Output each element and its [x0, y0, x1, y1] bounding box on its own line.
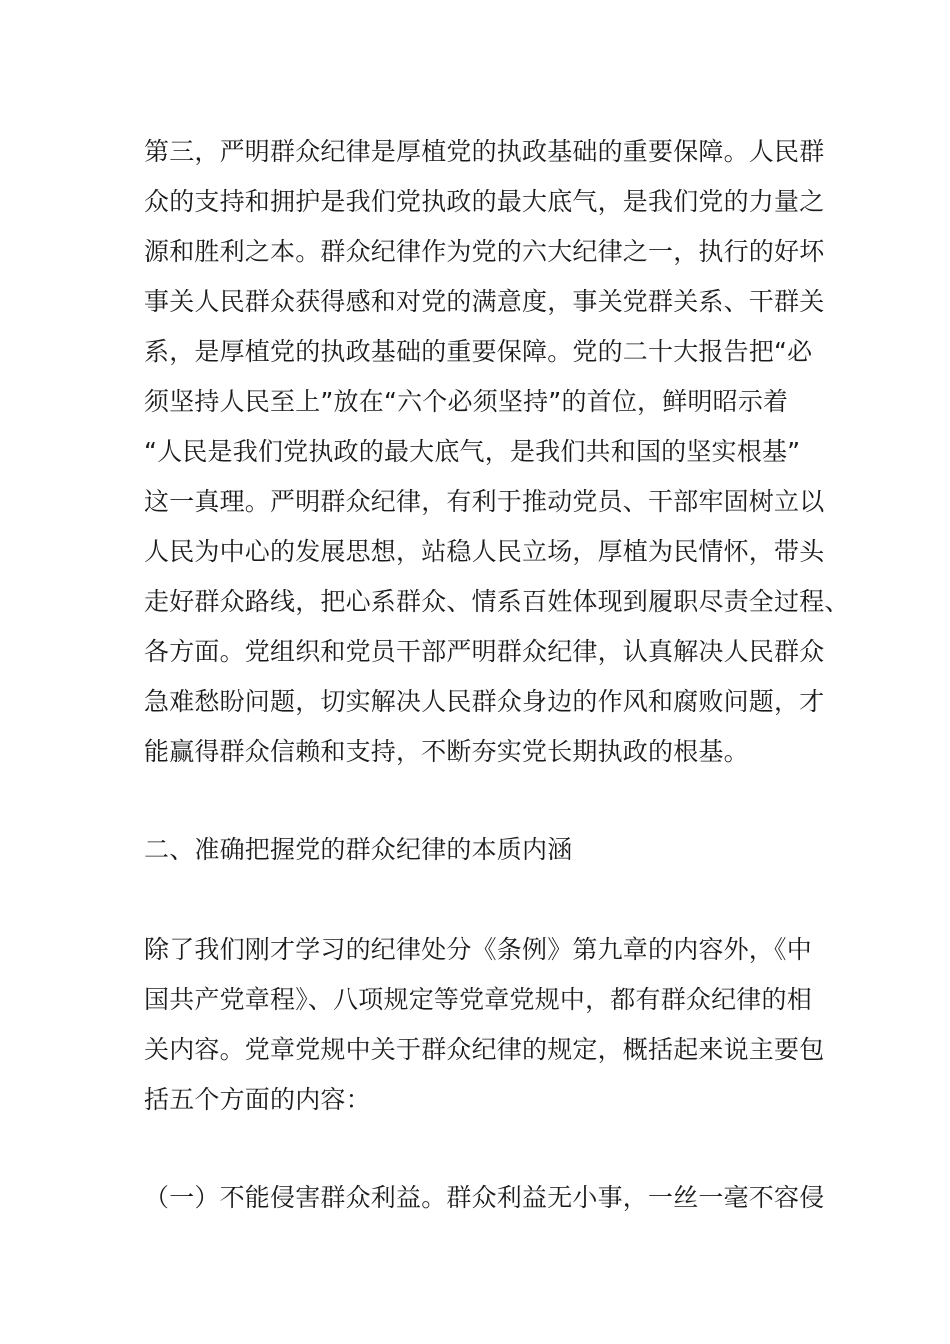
paragraph-item-one: [144, 1173, 834, 1223]
text-line: 源和胜利之本。群众纪律作为党的六大纪律之一，执行的好坏: [144, 237, 825, 266]
text-line: 这一真理。严明群众纪律，有利于推动党员、干部牢固树立以: [144, 487, 825, 516]
text-line: 各方面。党组织和党员干部严明群众纪律，认真解决人民群众: [144, 637, 825, 666]
text-line: 括五个方面的内容：: [144, 1085, 371, 1114]
text-line: 国共产党章程》、八项规定等党章党规中，都有群众纪律的相: [144, 985, 812, 1014]
text-line: 第三，严明群众纪律是厚植党的执政基础的重要保障。人民群: [144, 137, 825, 166]
section-heading: [144, 825, 834, 875]
text-line: 众的支持和拥护是我们党执政的最大底气，是我们党的力量之: [144, 187, 825, 216]
text-line: 除了我们刚才学习的纪律处分《条例》第九章的内容外，《中: [144, 935, 812, 964]
paragraph-strict-discipline: [144, 127, 850, 777]
text-line: 须坚持人民至上”放在“六个必须坚持”的首位，鲜明昭示着: [144, 387, 789, 416]
paragraph-regulations: [144, 925, 834, 1125]
text-line: 系，是厚植党的执政基础的重要保障。党的二十大报告把“必: [144, 337, 813, 366]
text-line: 急难愁盼问题，切实解决人民群众身边的作风和腐败问题，才: [144, 687, 825, 716]
section-heading-text: 二、准确把握党的群众纪律的本质内涵: [144, 835, 573, 864]
text-line: 人民为中心的发展思想，站稳人民立场，厚植为民情怀，带头: [144, 537, 825, 566]
text-line: 关内容。党章党规中关于群众纪律的规定，概括起来说主要包: [144, 1035, 825, 1064]
text-line: （一）不能侵害群众利益。群众利益无小事，一丝一毫不容侵: [144, 1183, 825, 1212]
text-line: 事关人民群众获得感和对党的满意度，事关党群关系、干群关: [144, 287, 825, 316]
text-line: 能赢得群众信赖和支持，不断夯实党长期执政的根基。: [144, 737, 749, 766]
text-line: “人民是我们党执政的最大底气，是我们共和国的坚实根基”: [144, 437, 801, 466]
text-line: 走好群众路线，把心系群众、情系百姓体现到履职尽责全过程、: [144, 587, 850, 616]
